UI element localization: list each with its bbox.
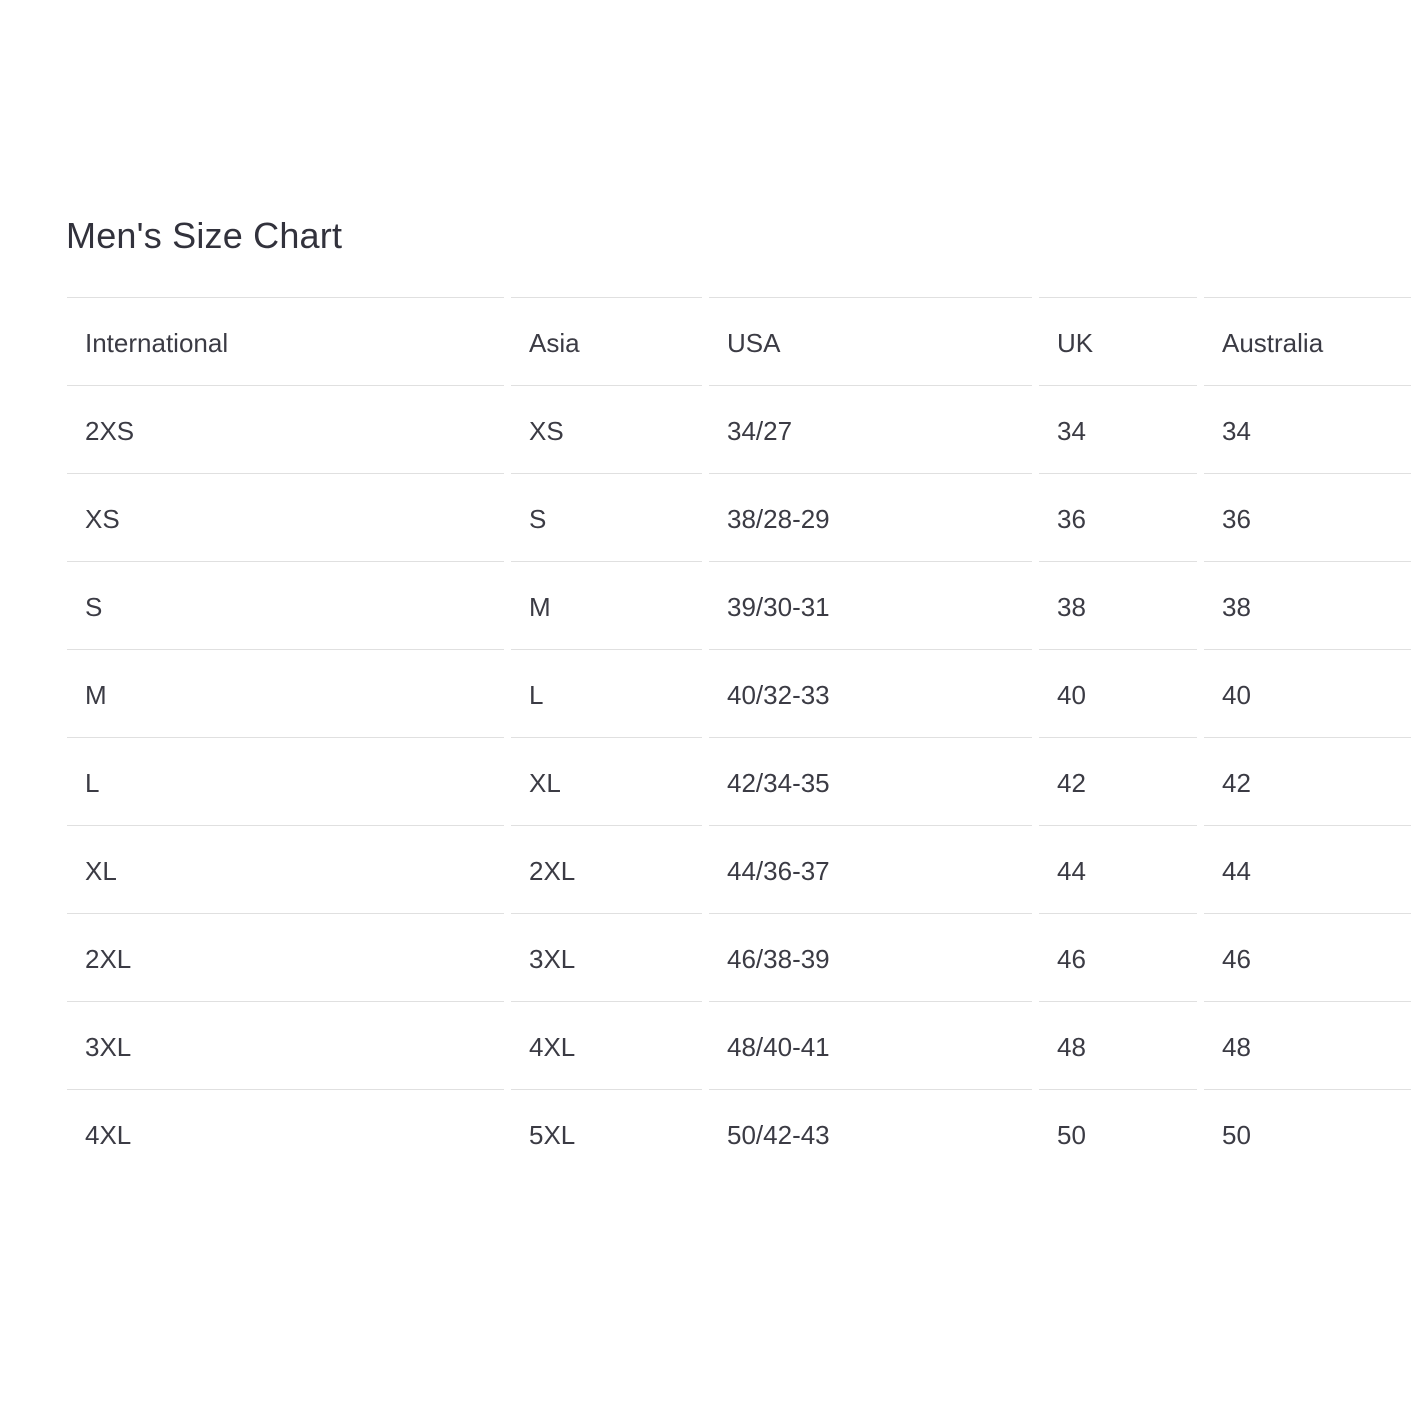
table-row xyxy=(67,473,1411,561)
size-cell: 46/38-39 xyxy=(709,913,1032,1001)
table-row xyxy=(67,1001,1411,1089)
size-cell: 5XL xyxy=(511,1089,702,1177)
size-cell: 4XL xyxy=(67,1089,504,1177)
size-cell: XL xyxy=(511,737,702,825)
table-row xyxy=(67,561,1411,649)
size-cell: M xyxy=(67,649,504,737)
size-cell: 2XL xyxy=(511,825,702,913)
column-header-uk: UK xyxy=(1039,297,1197,385)
size-cell: L xyxy=(511,649,702,737)
table-row xyxy=(67,385,1411,473)
size-cell: 46 xyxy=(1039,913,1197,1001)
size-cell: 48 xyxy=(1039,1001,1197,1089)
size-cell: 50 xyxy=(1204,1089,1411,1177)
size-chart-table xyxy=(60,297,1411,1177)
size-cell: 50/42-43 xyxy=(709,1089,1032,1177)
size-cell: 40 xyxy=(1039,649,1197,737)
size-cell: 44 xyxy=(1204,825,1411,913)
size-cell: 40/32-33 xyxy=(709,649,1032,737)
size-cell: 44 xyxy=(1039,825,1197,913)
size-cell: S xyxy=(511,473,702,561)
size-cell: L xyxy=(67,737,504,825)
size-cell: 42 xyxy=(1039,737,1197,825)
size-cell: 3XL xyxy=(67,1001,504,1089)
size-cell: 3XL xyxy=(511,913,702,1001)
size-cell: 38/28-29 xyxy=(709,473,1032,561)
size-cell: 39/30-31 xyxy=(709,561,1032,649)
size-cell: XS xyxy=(511,385,702,473)
size-cell: 42 xyxy=(1204,737,1411,825)
size-cell: 50 xyxy=(1039,1089,1197,1177)
table-row xyxy=(67,1089,1411,1177)
size-cell: 36 xyxy=(1039,473,1197,561)
size-cell: 36 xyxy=(1204,473,1411,561)
size-cell: 4XL xyxy=(511,1001,702,1089)
size-cell: XS xyxy=(67,473,504,561)
size-cell: 48 xyxy=(1204,1001,1411,1089)
table-row xyxy=(67,913,1411,1001)
table-row xyxy=(67,649,1411,737)
column-header-international: International xyxy=(67,297,504,385)
size-cell: S xyxy=(67,561,504,649)
size-cell: 38 xyxy=(1039,561,1197,649)
size-cell: 38 xyxy=(1204,561,1411,649)
size-cell: 48/40-41 xyxy=(709,1001,1032,1089)
column-header-asia: Asia xyxy=(511,297,702,385)
size-cell: 44/36-37 xyxy=(709,825,1032,913)
size-cell: 34/27 xyxy=(709,385,1032,473)
size-cell: 40 xyxy=(1204,649,1411,737)
page-title: Men's Size Chart xyxy=(66,215,343,256)
size-cell: 46 xyxy=(1204,913,1411,1001)
column-header-usa: USA xyxy=(709,297,1032,385)
size-cell: XL xyxy=(67,825,504,913)
size-cell: 42/34-35 xyxy=(709,737,1032,825)
size-cell: 34 xyxy=(1204,385,1411,473)
size-cell: 34 xyxy=(1039,385,1197,473)
table-row xyxy=(67,825,1411,913)
size-cell: M xyxy=(511,561,702,649)
size-cell: 2XS xyxy=(67,385,504,473)
column-header-australia: Australia xyxy=(1204,297,1411,385)
size-cell: 2XL xyxy=(67,913,504,1001)
table-row xyxy=(67,737,1411,825)
table-header-row xyxy=(67,297,1411,385)
